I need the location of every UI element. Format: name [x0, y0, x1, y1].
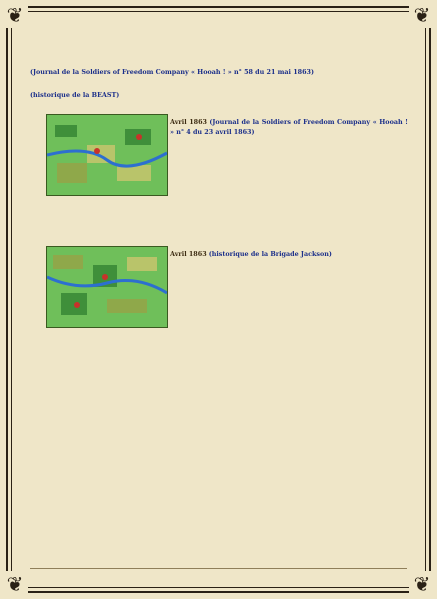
text-block-2 [30, 91, 408, 100]
page-footer [30, 568, 407, 581]
corner-ornament-icon: ❦ [2, 571, 28, 597]
source-link[interactable]: (Journal de la Soldiers of Freedom Company « Hooah ! » n° 58 du 21 mai 1863) [30, 68, 315, 76]
source-link[interactable]: (historique de la Brigade Jackson) [208, 250, 332, 259]
entry-text [170, 118, 408, 136]
corner-ornament-icon: ❦ [409, 2, 435, 28]
map-thumbnail[interactable] [46, 246, 168, 328]
map-entry-1 [30, 114, 408, 232]
map-entry-2 [30, 246, 408, 364]
corner-ornament-icon: ❦ [2, 2, 28, 28]
map-thumbnail[interactable] [46, 114, 168, 196]
entry-text [170, 250, 408, 259]
source-link[interactable]: (Journal de la Soldiers of Freedom Company « Hooah ! » n° 4 du 23 avril 1863) [170, 118, 408, 136]
text-block-1 [30, 68, 408, 77]
page-content [30, 68, 408, 378]
entry-date: Avril 1863 [170, 250, 207, 259]
source-link[interactable]: (historique de la BEAST) [30, 91, 120, 100]
corner-ornament-icon: ❦ [409, 571, 435, 597]
entry-date: Avril 1863 [170, 118, 207, 127]
